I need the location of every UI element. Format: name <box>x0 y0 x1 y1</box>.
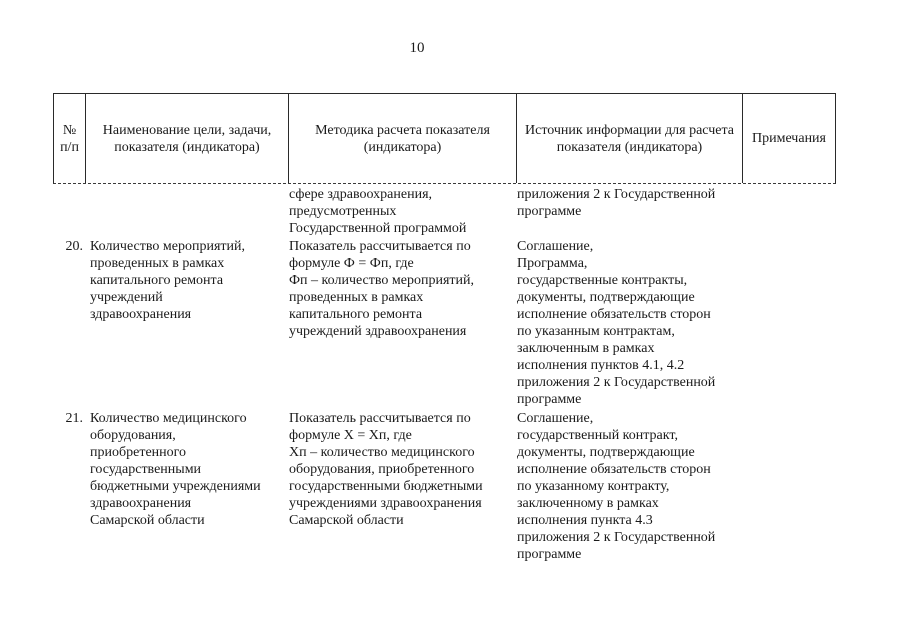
header-source-label: Источник информации для расчета показателя (индикатора) <box>525 122 734 155</box>
row-20-source: Соглашение, Программа, государственные контракты, документы, подтверждающие исполнение обязательств сторон по указанным контрактам, заключенным в рамках исполнения пунктов 4.1, 4.2 приложения 2 к Государственной программе <box>517 239 716 407</box>
row-20-name: Количество мероприятий, проведенных в рамках капитального ремонта учреждений здравоохранения <box>90 239 245 322</box>
row-21-method: Показатель рассчитывается по формуле Х = Хп, где Хп – количество медицинского оборудования, приобретенного государственными бюджетными учреждениями здравоохранения Самарской области <box>289 411 483 528</box>
continuation-method: сфере здравоохранения, предусмотренных Государственной программой <box>289 187 467 236</box>
header-method-label: Методика расчета показателя (индикатора) <box>315 122 490 155</box>
table-header <box>53 93 836 184</box>
header-number <box>54 94 85 183</box>
row-21-name: Количество медицинского оборудования, приобретенного государственными бюджетными учреждениями здравоохранения Самарской области <box>90 411 261 528</box>
row-20-number: 20. <box>65 239 83 254</box>
header-name-label: Наименование цели, задачи, показателя (индикатора) <box>102 122 272 155</box>
header-method <box>288 94 516 183</box>
continuation-source: приложения 2 к Государственной программе <box>517 187 716 219</box>
header-source <box>516 94 742 183</box>
page-number: 10 <box>409 40 425 56</box>
row-21-number: 21. <box>65 411 83 426</box>
header-name <box>85 94 288 183</box>
header-notes <box>742 94 835 183</box>
header-number-label: № п/п <box>60 122 79 155</box>
header-notes-label: Примечания <box>751 131 826 146</box>
row-21-source: Соглашение, государственный контракт, документы, подтверждающие исполнение обязательств сторон по указанному контракту, заключенному в рамках исполнения пункта 4.3 приложения 2 к Государственной программе <box>517 411 716 562</box>
row-20-method: Показатель рассчитывается по формуле Ф = Фп, где Фп – количество мероприятий, проведенных в рамках капитального ремонта учреждений здравоохранения <box>289 239 474 339</box>
